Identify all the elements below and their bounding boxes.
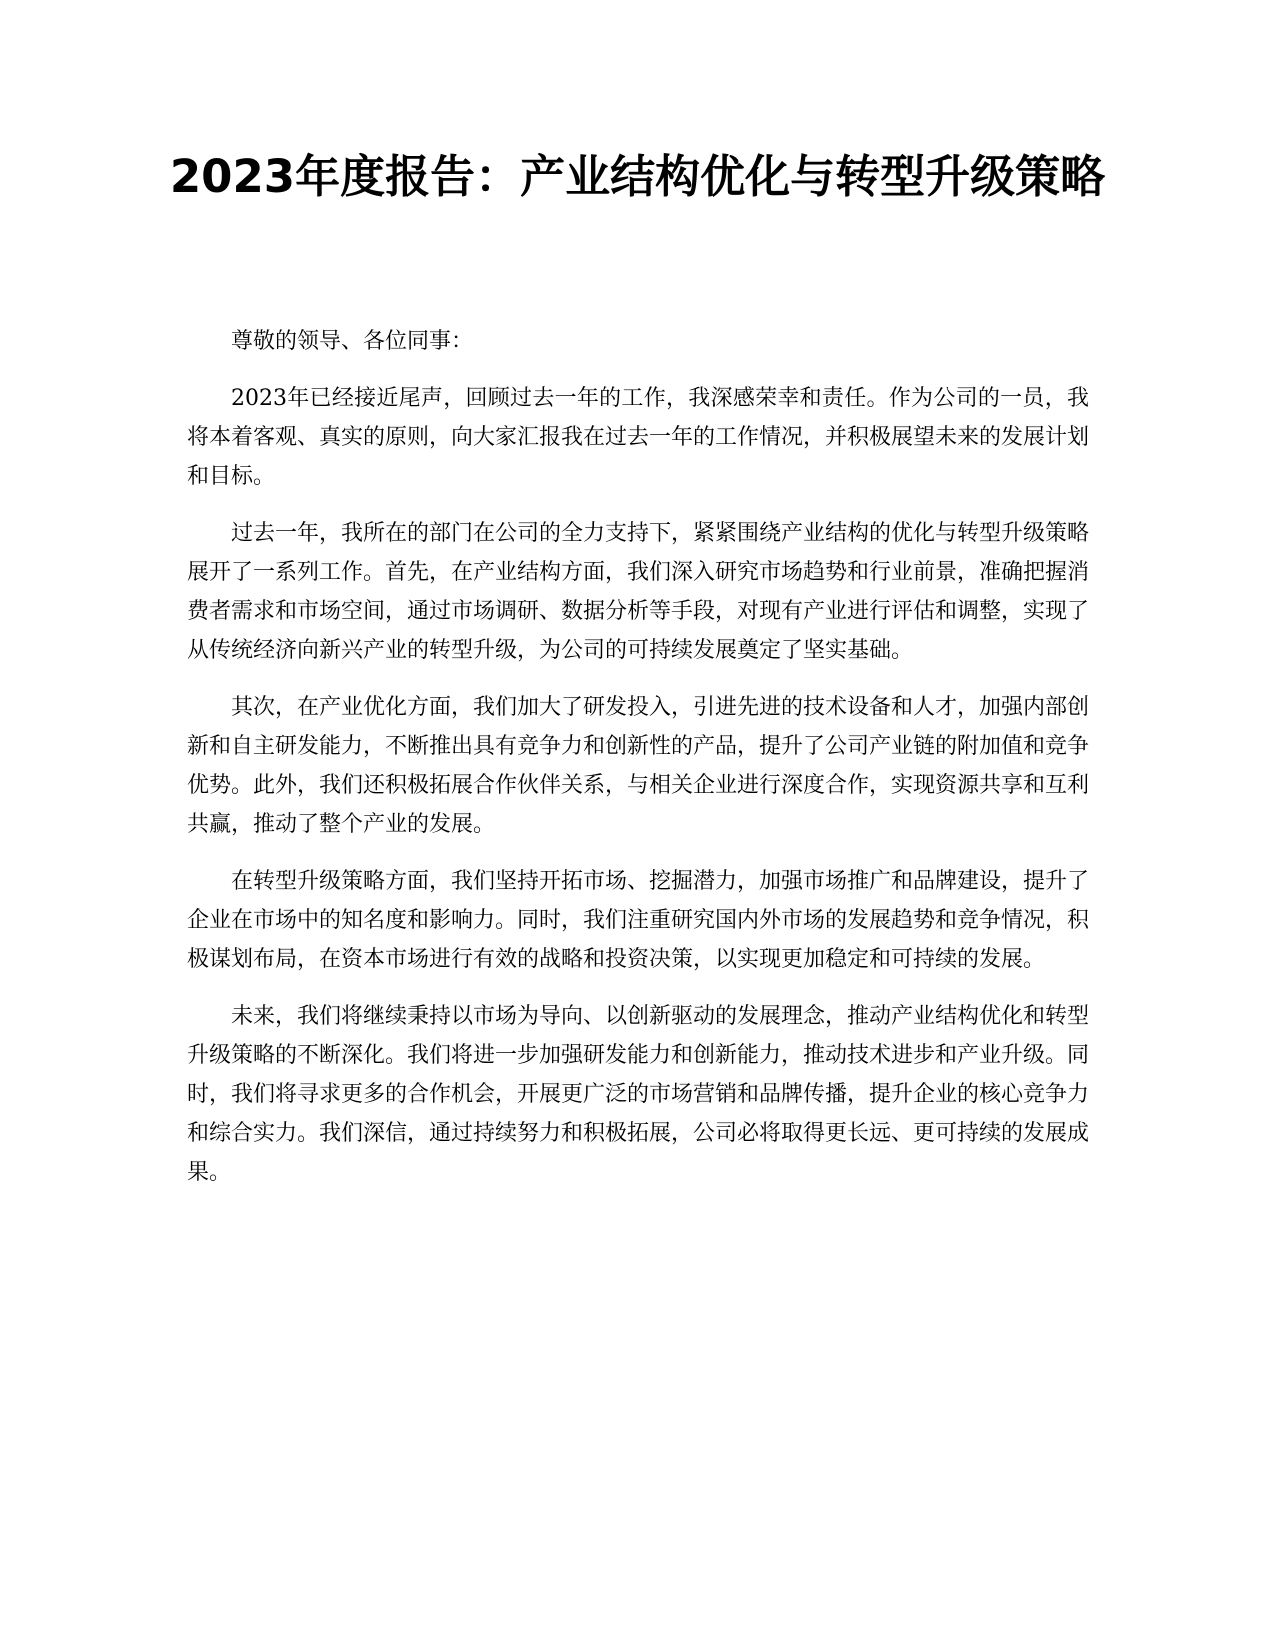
paragraph-intro: 2023年已经接近尾声，回顾过去一年的工作，我深感荣幸和责任。作为公司的一员，我将本着客观、真实的原则，向大家汇报我在过去一年的工作情况，并积极展望未来的发展计划和目标。 <box>187 386 1090 489</box>
paragraph-transformation-strategy: 在转型升级策略方面，我们坚持开拓市场、挖掘潜力，加强市场推广和品牌建设，提升了企业在市场中的知名度和影响力。同时，我们注重研究国内外市场的发展趋势和竞争情况，积极谋划布局，在资本市场进行有效的战略和投资决策，以实现更加稳定和可持续的发展。 <box>187 869 1090 972</box>
document-title: 2023年度报告：产业结构优化与转型升级策略 <box>169 150 1106 203</box>
salutation: 尊敬的领导、各位同事： <box>231 329 474 354</box>
document-body <box>187 322 1089 1210</box>
paragraph-industrial-structure: 过去一年，我所在的部门在公司的全力支持下，紧紧围绕产业结构的优化与转型升级策略展开了一系列工作。首先，在产业结构方面，我们深入研究市场趋势和行业前景，准确把握消费者需求和市场空间，通过市场调研、数据分析等手段，对现有产业进行评估和调整，实现了从传统经济向新兴产业的转型升级，为公司的可持续发展奠定了坚实基础。 <box>187 521 1090 663</box>
paragraph-industrial-optimization: 其次，在产业优化方面，我们加大了研发投入，引进先进的技术设备和人才，加强内部创新和自主研发能力，不断推出具有竞争力和创新性的产品，提升了公司产业链的附加值和竞争优势。此外，我们还积极拓展合作伙伴关系，与相关企业进行深度合作，实现资源共享和互利共赢，推动了整个产业的发展。 <box>187 695 1090 837</box>
paragraph-future-outlook: 未来，我们将继续秉持以市场为导向、以创新驱动的发展理念，推动产业结构优化和转型升级策略的不断深化。我们将进一步加强研发能力和创新能力，推动技术进步和产业升级。同时，我们将寻求更多的合作机会，开展更广泛的市场营销和品牌传播，提升企业的核心竞争力和综合实力。我们深信，通过持续努力和积极拓展，公司必将取得更长远、更可持续的发展成果。 <box>187 1004 1090 1185</box>
